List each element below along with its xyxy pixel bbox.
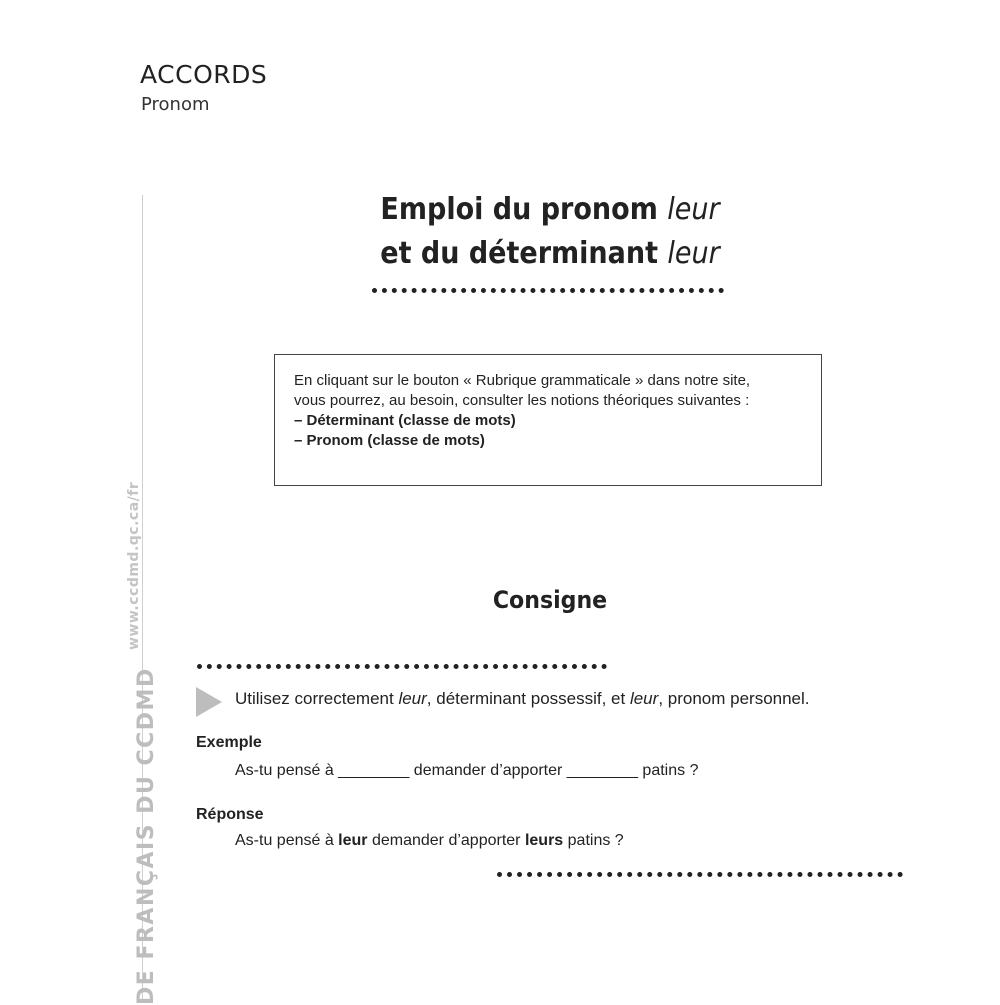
sidebar-brand: DE FRANÇAIS DU CCDMD bbox=[134, 667, 159, 1005]
title-line-1: Emploi du pronom leur bbox=[380, 192, 720, 227]
bottom-dotted-divider bbox=[497, 872, 903, 877]
answer-leurs: leurs bbox=[524, 832, 564, 849]
info-box bbox=[274, 354, 822, 486]
reponse-label: Réponse bbox=[196, 806, 264, 823]
info-item-determinant: – Déterminant (classe de mots) bbox=[294, 412, 516, 429]
title-italic-leur-2: leur bbox=[667, 236, 720, 271]
section-title: ACCORDS bbox=[140, 60, 268, 89]
title-dotted-divider bbox=[372, 288, 724, 293]
exemple-sentence: As-tu pensé à ________ demander d’apporter ________ patins ? bbox=[235, 762, 699, 779]
exemple-label: Exemple bbox=[196, 734, 262, 751]
consigne-dotted-divider bbox=[197, 664, 607, 669]
section-subtitle: Pronom bbox=[141, 94, 210, 115]
page-title bbox=[325, 188, 775, 276]
play-arrow-icon bbox=[196, 687, 222, 717]
info-line-1: En cliquant sur le bouton « Rubrique grammaticale » dans notre site, bbox=[294, 372, 751, 389]
title-line-2: et du déterminant leur bbox=[380, 236, 720, 271]
title-italic-leur-1: leur bbox=[667, 192, 720, 227]
instruction-text: Utilisez correctement leur, déterminant possessif, et leur, pronom personnel. bbox=[235, 689, 810, 708]
consigne-heading: Consigne bbox=[492, 586, 608, 614]
answer-leur: leur bbox=[338, 832, 368, 849]
info-line-2: vous pourrez, au besoin, consulter les notions théoriques suivantes : bbox=[294, 392, 750, 409]
sidebar-url: www.ccdmd.qc.ca/fr bbox=[126, 481, 142, 650]
reponse-sentence: As-tu pensé à leur demander d’apporter leurs patins ? bbox=[235, 832, 624, 849]
info-item-pronom: – Pronom (classe de mots) bbox=[294, 432, 485, 449]
